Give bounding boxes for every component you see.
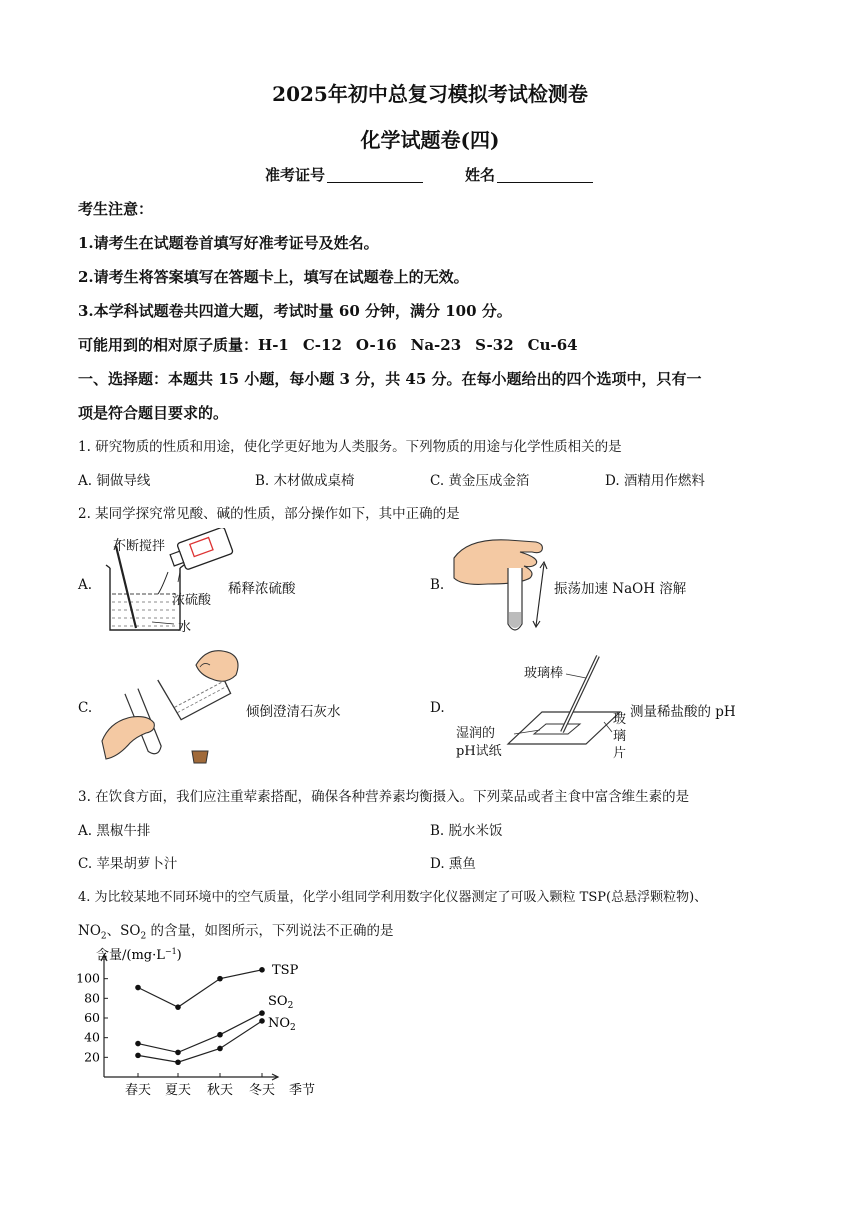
x-tick-label: 春天 (124, 1083, 152, 1098)
q4-stem-part: NO (78, 923, 101, 939)
y-tick-label: 20 (84, 1049, 100, 1065)
series-line-tsp (138, 970, 262, 1007)
x-tick-label: 冬天 (248, 1083, 276, 1098)
paper-subtitle: 化学试题卷(四) (360, 128, 500, 152)
q1-option-a: A. 铜做导线 (78, 473, 151, 489)
data-point-no2 (175, 1059, 181, 1065)
y-tick-label: 100 (76, 970, 100, 986)
atomic-mass: Na-23 (410, 336, 462, 354)
q4-stem-line2 (78, 919, 393, 942)
q3-option-d: D. 熏鱼 (430, 856, 476, 872)
q1-stem: 1. 研究物质的性质和用途，使化学更好地为人类服务。下列物质的用途与化学性质相关的是 (78, 439, 622, 455)
q2-caption-a: 稀释浓硫酸 (228, 581, 296, 597)
q4-stem-sub: 2 (100, 931, 107, 942)
atomic-mass: Cu-64 (527, 336, 578, 354)
glass-plate-label-1: 玻 (613, 712, 627, 727)
data-point-no2 (259, 1018, 265, 1024)
water-label: 水 (178, 620, 192, 635)
series-label-no2: $NO_2$ (268, 1015, 296, 1033)
data-point-no2 (217, 1046, 223, 1052)
section-heading-line1: 一、选择题：本题共 15 小题，每小题 3 分，共 45 分。在每小题给出的四个选项中，只有一 (78, 370, 702, 388)
data-point-so2 (135, 1041, 141, 1047)
data-point-so2 (217, 1032, 223, 1038)
data-point-tsp (259, 967, 265, 973)
q3-option-c: C. 苹果胡萝卜汁 (78, 856, 178, 872)
q2-stem: 2. 某同学探究常见酸、碱的性质，部分操作如下，其中正确的是 (78, 506, 460, 522)
data-point-tsp (175, 1004, 181, 1010)
atomic-masses (78, 334, 578, 355)
series-label-so2: $SO_2$ (268, 994, 294, 1012)
q1-option-c: C. 黄金压成金箔 (430, 473, 530, 489)
name-field (465, 164, 593, 185)
name-blank (497, 168, 593, 183)
q1-option-b: B. 木材做成桌椅 (255, 473, 355, 489)
exam-title: 2025年初中总复习模拟考试检测卷 (272, 82, 588, 106)
y-axis-label: 含量$/(mg\cdot L^{-1})$ (96, 947, 182, 963)
atomic-mass: O-16 (355, 336, 397, 354)
q4-stem-sub: 2 (140, 931, 147, 942)
data-point-tsp (217, 976, 223, 982)
q2-caption-c: 倾倒澄清石灰水 (246, 704, 341, 720)
q4-stem-part: 、SO (106, 923, 141, 939)
q3-option-a: A. 黑椒牛排 (78, 823, 151, 839)
exam-id-blank (327, 168, 423, 183)
series-label-tsp: TSP (272, 962, 299, 978)
data-point-so2 (175, 1050, 181, 1056)
y-tick-label: 80 (84, 990, 100, 1006)
glass-plate-label-3: 片 (613, 746, 627, 761)
shaking-test-tube-illustration (448, 528, 558, 638)
glass-rod-label: 玻璃棒 (524, 666, 564, 681)
atomic-mass: H-1 (258, 336, 289, 354)
name-label: 姓名 (465, 166, 496, 184)
y-tick-label: 40 (84, 1029, 100, 1045)
pollutant-season-chart (72, 945, 332, 1105)
q2-option-b-letter: B. (430, 577, 445, 593)
atomic-mass: S-32 (475, 336, 514, 354)
atomic-masses-label: 可能用到的相对原子质量： (78, 336, 259, 354)
ph-paper-label-line2: pH试纸 (456, 744, 502, 759)
q2-caption-d: 测量稀盐酸的 pH (630, 704, 736, 720)
section-heading-line2: 项是符合题目要求的。 (78, 404, 229, 422)
notice-item: 3.本学科试题卷共四道大题，考试时量 60 分钟，满分 100 分。 (78, 302, 512, 320)
data-point-so2 (259, 1010, 265, 1016)
q3-stem: 3. 在饮食方面，我们应注重荤素搭配，确保各种营养素均衡摄入。下列菜品或者主食中富含维生素的是 (78, 789, 690, 805)
q4-stem-part: 的含量，如图所示，下列说法不正确的是 (146, 923, 394, 939)
q2-caption-b: 振荡加速 NaOH 溶解 (554, 581, 687, 597)
notice-item: 2.请考生将答案填写在答题卡上，填写在试题卷上的无效。 (78, 268, 469, 286)
notice-item: 1.请考生在试题卷首填写好准考证号及姓名。 (78, 234, 379, 252)
data-point-tsp (135, 985, 141, 991)
q4-stem-line1: 4. 为比较某地不同环境中的空气质量，化学小组同学利用数字化仪器测定了可吸入颗粒 TSP(总悬浮颗粒物)、 (78, 890, 708, 905)
series-line-no2 (138, 1021, 262, 1062)
notice-heading: 考生注意： (78, 200, 154, 218)
y-tick-label: 60 (84, 1010, 100, 1025)
acid-label: 浓硫酸 (172, 593, 212, 608)
x-tick-label: 秋天 (206, 1083, 234, 1098)
x-tick-label: 夏天 (164, 1083, 192, 1098)
q1-option-d: D. 酒精用作燃料 (605, 473, 705, 489)
pouring-limewater-illustration (96, 645, 246, 765)
exam-id-field (265, 164, 423, 185)
glass-plate-label-2: 璃 (613, 729, 627, 744)
q2-option-a-letter: A. (78, 577, 93, 593)
stir-label: 不断搅拌 (113, 539, 166, 554)
q2-option-c-letter: C. (78, 700, 93, 716)
q3-option-b: B. 脱水米饭 (430, 823, 503, 839)
atomic-mass: C-12 (302, 336, 342, 354)
data-point-no2 (135, 1053, 141, 1059)
exam-id-label: 准考证号 (265, 166, 326, 184)
q2-option-d-letter: D. (430, 700, 445, 716)
x-axis-label: 季节 (288, 1083, 316, 1098)
ph-paper-label-line1: 湿润的 (456, 726, 496, 741)
